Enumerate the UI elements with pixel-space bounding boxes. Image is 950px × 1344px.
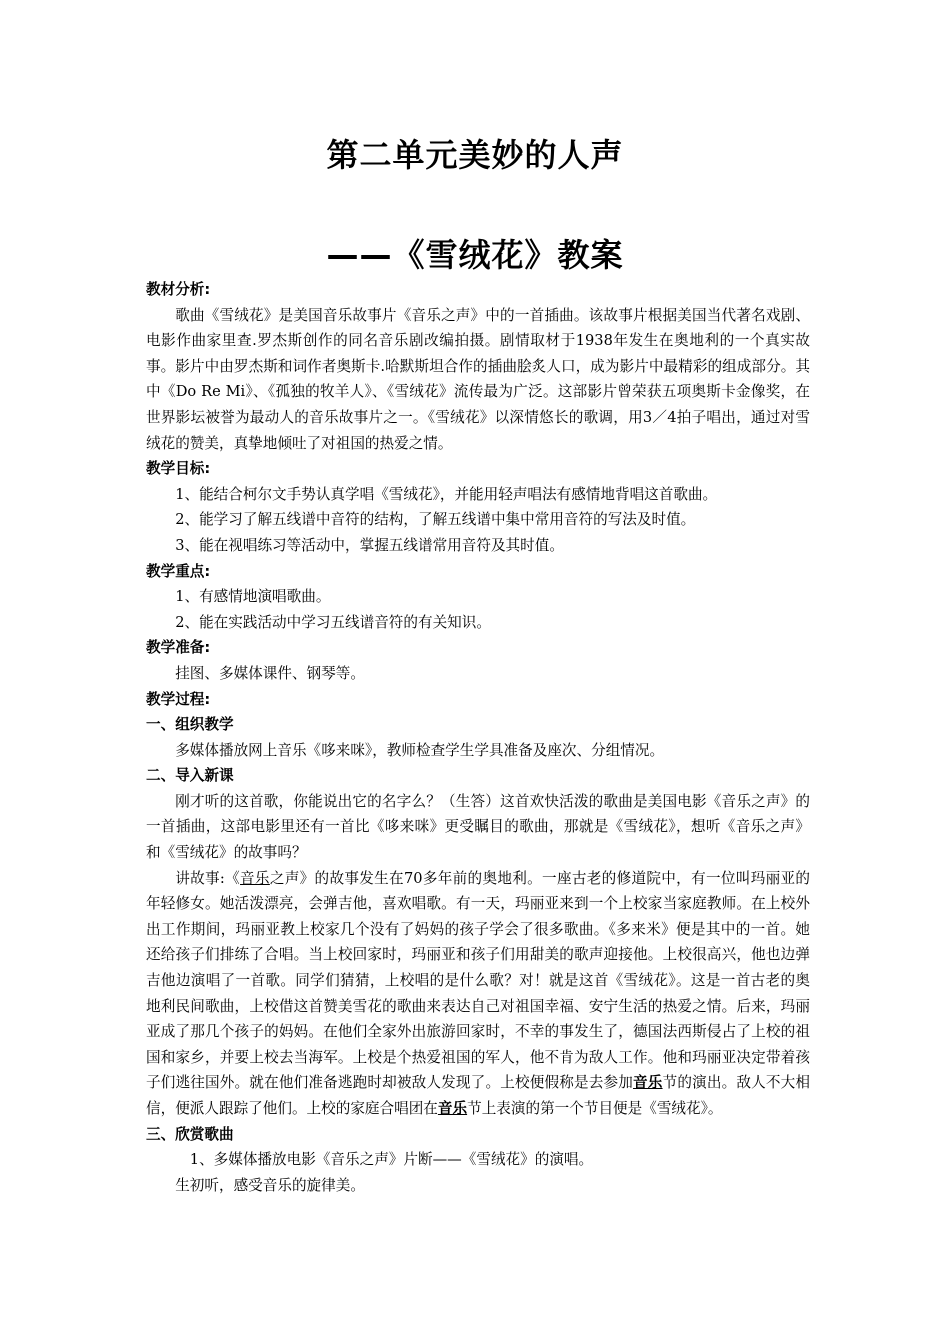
story-text-b: 节的演出。敌人不大相信，便派人跟踪了他们。上校的家庭合唱团在 [146,1074,810,1117]
heading-key-points: 教学重点: [146,562,211,580]
music-keyword-link[interactable]: 音乐 [633,1074,663,1092]
story-prefix: 讲故事:《 [175,869,241,887]
heading-analysis: 教材分析: [146,281,211,298]
heading-step-3: 三、欣赏歌曲 [146,1125,234,1143]
page-title: 第二单元美妙的人声 [326,136,624,174]
goal-item: 2、能学习了解五线谱中音符的结构，了解五线谱中集中常用音符的写法及时值。 [175,511,696,529]
goal-item: 3、能在视唱练习等活动中，掌握五线谱常用音符及其时值。 [175,536,564,554]
key-point-item: 1、有感情地演唱歌曲。 [175,588,331,606]
analysis-paragraph: 歌曲《雪绒花》是美国音乐故事片《音乐之声》中的一首插曲。该故事片根据美国当代著名戏剧、电影作曲家里查.罗杰斯创作的同名音乐剧改编拍摄。剧情取材于1938年发生在奥地利的一个真实故事。影片中由罗杰斯和词作者奥斯卡.哈默斯坦合作的插曲脍炙人口，成为影片中最精彩的组成部分。其中《Do Re Mi》、《孤独的牧羊人》、《雪绒花》流传最为广泛。这部影片曾荣获五项奥斯卡金像奖，在世界影坛被誉为最动人的音乐故事片之一。《雪绒花》以深情悠长的歌调，用3／4拍子唱出，通过对雪绒花的赞美，真挚地倾吐了对祖国的热爱之情。 [146,306,810,452]
heading-step-2: 二、导入新课 [146,767,234,785]
preparation-text: 挂图、多媒体课件、钢琴等。 [175,664,365,682]
step-1-text: 多媒体播放网上音乐《哆来咪》，教师检查学生学具准备及座次、分组情况。 [175,741,665,759]
story-paragraph [146,866,810,1122]
document-body [146,277,810,1198]
heading-step-1: 一、组织教学 [146,716,234,734]
heading-preparation: 教学准备: [146,639,211,657]
goal-item: 1、能结合柯尔文手势认真学唱《雪绒花》，并能用轻声唱法有感情地背唱这首歌曲。 [175,485,718,503]
intro-paragraph: 刚才听的这首歌，你能说出它的名字么？（生答）这首欢快活泼的歌曲是美国电影《音乐之声》的一首插曲，这部电影里还有一首比《哆来咪》更受瞩目的歌曲，那就是《雪绒花》，想听《音乐之声》和《雪绒花》的故事吗？ [146,792,810,862]
key-point-item: 2、能在实践活动中学习五线谱音符的有关知识。 [175,613,491,631]
page-subtitle: ——《雪绒花》教案 [326,236,624,274]
step-3-item: 1、多媒体播放电影《音乐之声》片断——《雪绒花》的演唱。 [189,1151,594,1169]
story-text-a: 之声》的故事发生在70多年前的奥地利。一座古老的修道院中，有一位叫玛丽亚的年轻修女。她活泼漂亮，会弹吉他，喜欢唱歌。有一天，玛丽亚来到一个上校家当家庭教师。在上校外出工作期间，玛丽亚教上校家几个没有了妈妈的孩子学会了很多歌曲。《多来米》便是其中的一首。她还给孩子们排练了合唱。当上校回家时，玛丽亚和孩子们用甜美的歌声迎接他。上校很高兴，他也边弹吉他边演唱了一首歌。同学们猜猜，上校唱的是什么歌？对！就是这首《雪绒花》。这是一首古老的奥地利民间歌曲，上校借这首赞美雪花的歌曲来表达自己对祖国幸福、安宁生活的热爱之情。后来，玛丽亚成了那几个孩子的妈妈。在他们全家外出旅游回家时，不幸的事发生了，德国法西斯侵占了上校的祖国和家乡，并要上校去当海军。上校是个热爱祖国的军人，他不肯为敌人工作。他和玛丽亚决定带着孩子们逃往国外。就在他们准备逃跑时却被敌人发现了。上校便假称是去参加 [146,869,810,1092]
music-link[interactable]: 音乐 [240,869,270,887]
music-keyword-link[interactable]: 音乐 [437,1100,468,1117]
step-3-note: 生初听，感受音乐的旋律美。 [175,1176,365,1194]
heading-goals: 教学目标: [146,460,211,478]
heading-process: 教学过程: [146,690,211,708]
story-text-c: 节上表演的第一个节目便是《雪绒花》。 [467,1100,723,1117]
